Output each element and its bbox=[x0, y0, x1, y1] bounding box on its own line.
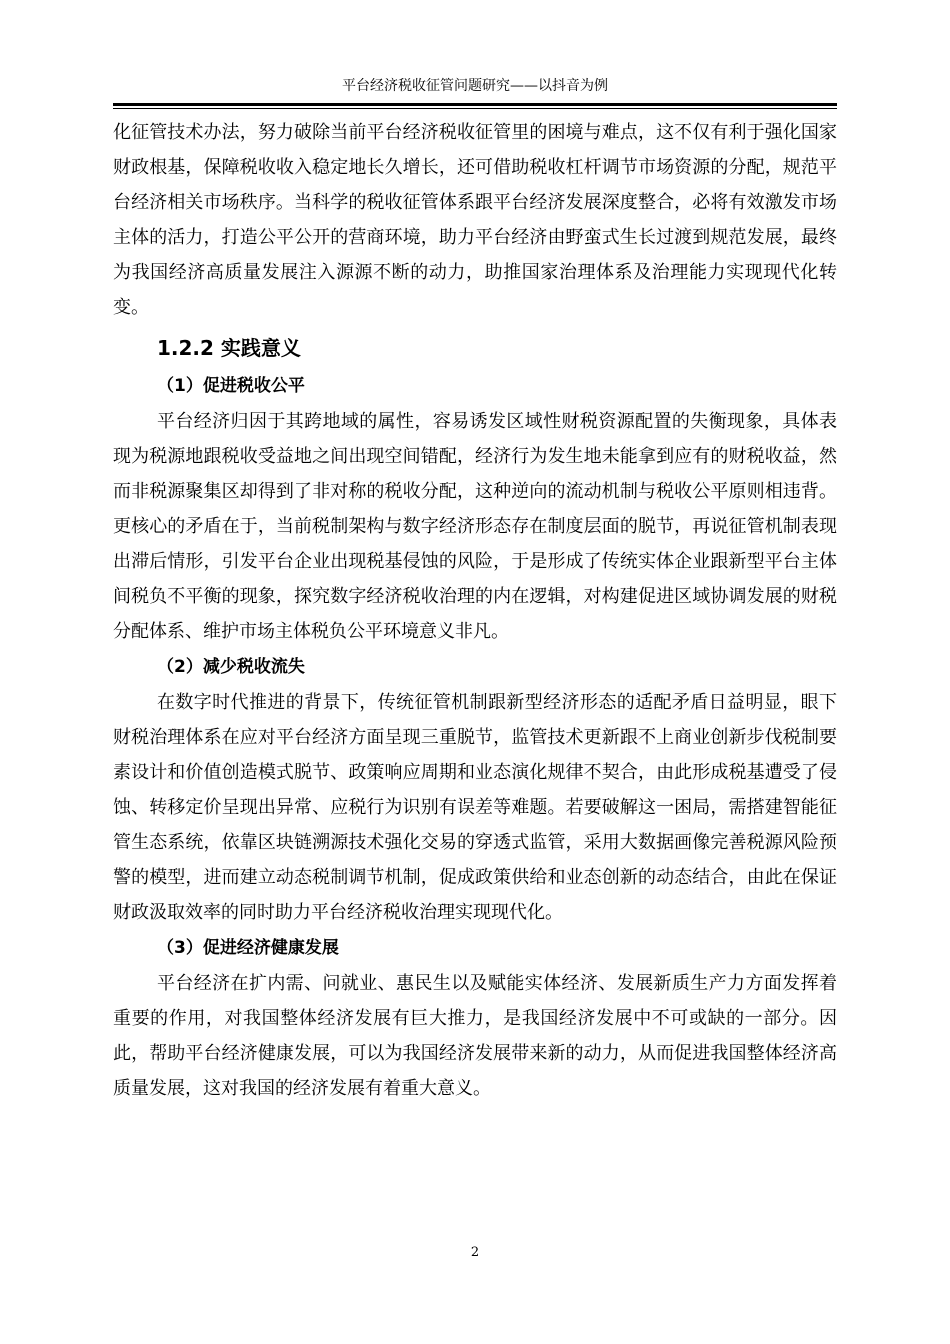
page-body bbox=[113, 115, 837, 1106]
paragraph-healthy-development: 平台经济在扩内需、问就业、惠民生以及赋能实体经济、发展新质生产力方面发挥着重要的作用，对我国整体经济发展有巨大推力，是我国经济发展中不可或缺的一部分。因此，帮助平台经济健康发展，可以为我国经济发展带来新的动力，从而促进我国整体经济高质量发展，这对我国的经济发展有着重大意义。 bbox=[113, 973, 837, 1099]
subheading-tax-fairness: （1）促进税收公平 bbox=[157, 376, 305, 396]
intro-paragraph: 化征管技术办法，努力破除当前平台经济税收征管里的困境与难点，这不仅有利于强化国家财政根基，保障税收收入稳定地长久增长，还可借助税收杠杆调节市场资源的分配，规范平台经济相关市场秩序。当科学的税收征管体系跟平台经济发展深度整合，必将有效激发市场主体的活力，打造公平公开的营商环境，助力平台经济由野蛮式生长过渡到规范发展，最终为我国经济高质量发展注入源源不断的动力，助推国家治理体系及治理能力实现现代化转变。 bbox=[113, 122, 837, 318]
subheading-reduce-tax-loss: （2）减少税收流失 bbox=[157, 657, 305, 677]
header-rule-thin bbox=[113, 108, 837, 109]
section-heading-practical-significance: 1.2.2 实践意义 bbox=[157, 336, 301, 360]
paragraph-tax-fairness: 平台经济归因于其跨地域的属性，容易诱发区域性财税资源配置的失衡现象，具体表现为税源地跟税收受益地之间出现空间错配，经济行为发生地未能拿到应有的财税收益，然而非税源聚集区却得到了非对称的税收分配，这种逆向的流动机制与税收公平原则相违背。更核心的矛盾在于，当前税制架构与数字经济形态存在制度层面的脱节，再说征管机制表现出滞后情形，引发平台企业出现税基侵蚀的风险，于是形成了传统实体企业跟新型平台主体间税负不平衡的现象，探究数字经济税收治理的内在逻辑，对构建促进区域协调发展的财税分配体系、维护市场主体税负公平环境意义非凡。 bbox=[113, 411, 837, 642]
header-rule-thick bbox=[113, 103, 837, 106]
paragraph-reduce-tax-loss: 在数字时代推进的背景下，传统征管机制跟新型经济形态的适配矛盾日益明显，眼下财税治理体系在应对平台经济方面呈现三重脱节，监管技术更新跟不上商业创新步伐税制要素设计和价值创造模式脱节、政策响应周期和业态演化规律不契合，由此形成税基遭受了侵蚀、转移定价呈现出异常、应税行为识别有误差等难题。若要破解这一困局，需搭建智能征管生态系统，依靠区块链溯源技术强化交易的穿透式监管，采用大数据画像完善税源风险预警的模型，进而建立动态税制调节机制，促成政策供给和业态创新的动态结合，由此在保证财政汲取效率的同时助力平台经济税收治理实现现代化。 bbox=[113, 692, 837, 923]
running-header: 平台经济税收征管问题研究——以抖音为例 bbox=[342, 78, 608, 94]
subheading-healthy-development: （3）促进经济健康发展 bbox=[157, 938, 339, 958]
page-number: 2 bbox=[470, 1245, 480, 1260]
